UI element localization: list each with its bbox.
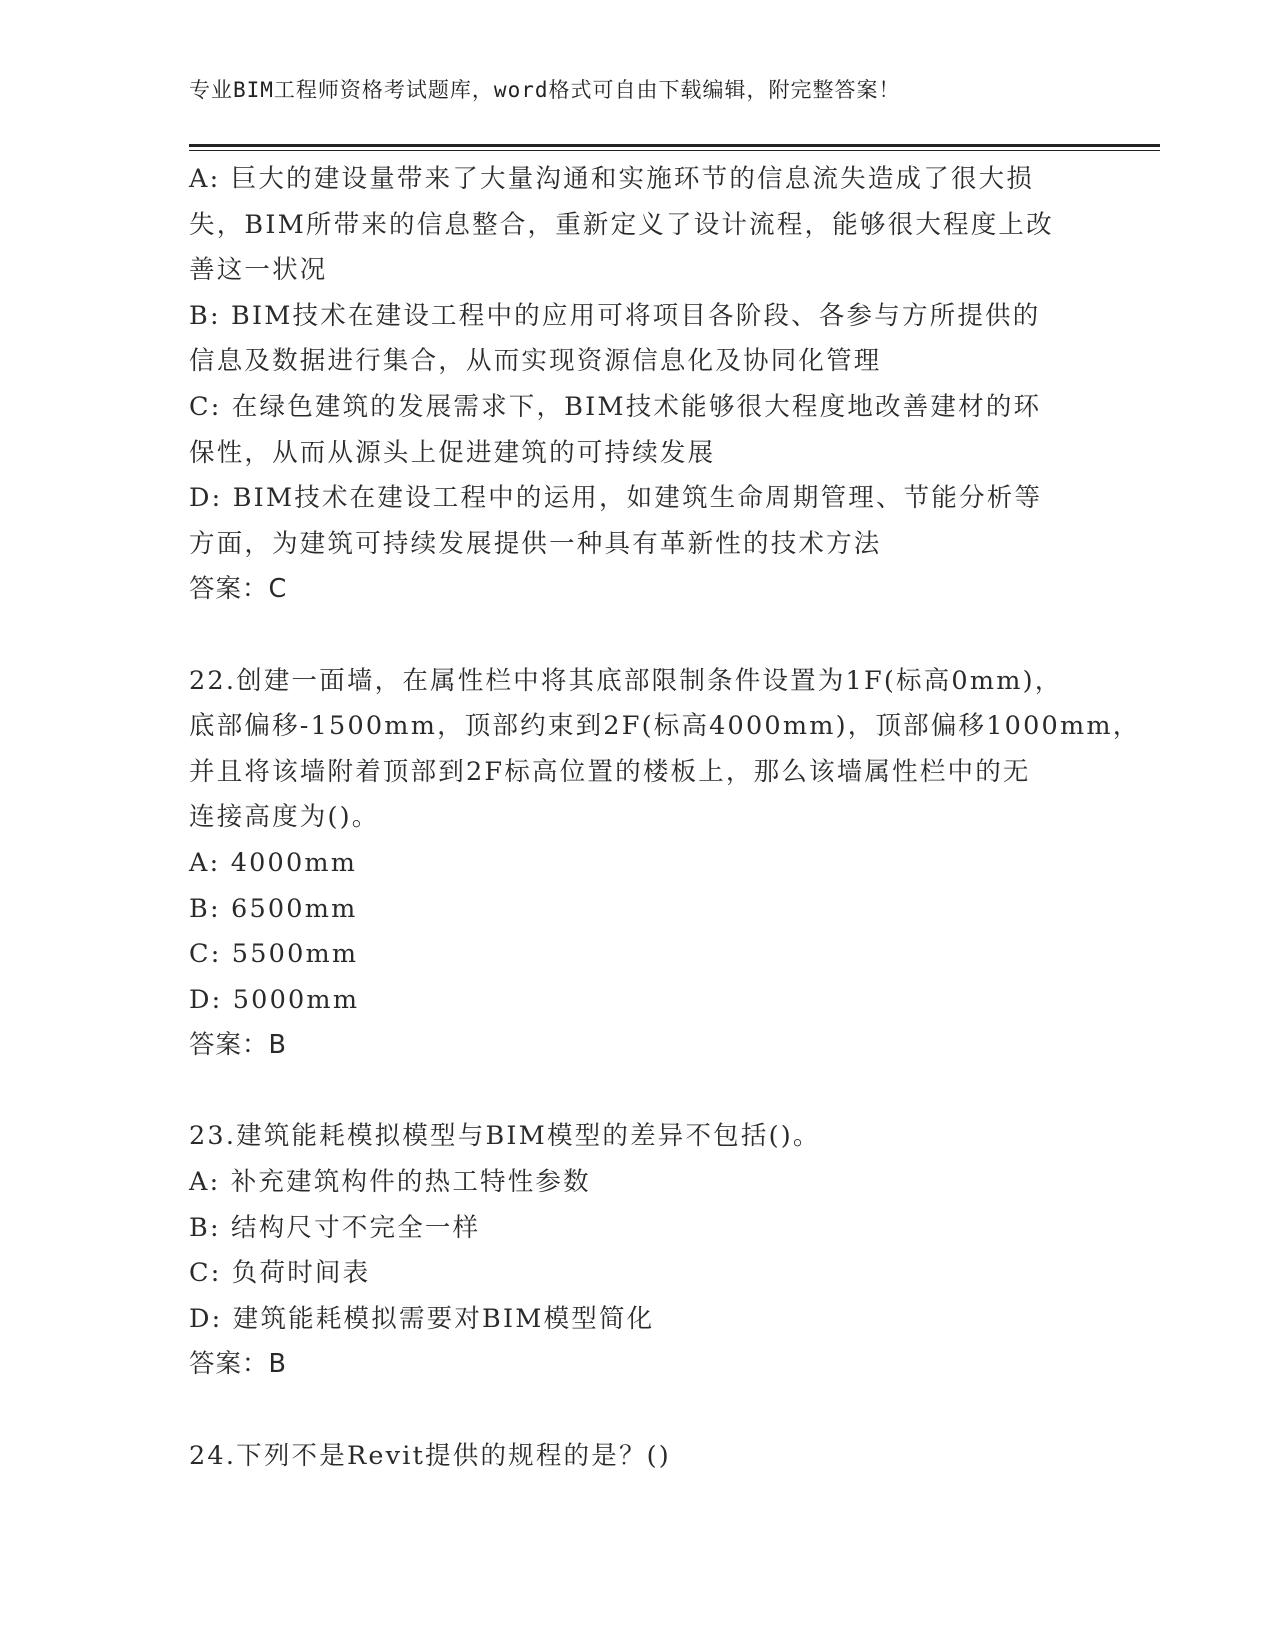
exam-content bbox=[189, 157, 1141, 1479]
q23-answer: 答案：B bbox=[189, 1349, 287, 1380]
spacer bbox=[189, 1388, 1089, 1434]
q22-question-line-4: 连接高度为()。 bbox=[189, 802, 380, 833]
q23-question: 23.建筑能耗模拟模型与BIM模型的差异不包括()。 bbox=[189, 1121, 821, 1152]
question-22 bbox=[189, 659, 1141, 1069]
spacer bbox=[189, 613, 1089, 659]
page-header: 专业BIM工程师资格考试题库，word格式可自由下载编辑，附完整答案！ bbox=[189, 78, 901, 102]
q21-option-d bbox=[189, 476, 1089, 567]
q21-option-d-line-1: D: BIM技术在建设工程中的运用，如建筑生命周期管理、节能分析等 bbox=[189, 483, 1043, 514]
q23-option-d: D: 建筑能耗模拟需要对BIM模型简化 bbox=[189, 1303, 655, 1334]
q21-option-c bbox=[189, 385, 1089, 476]
q24-question: 24.下列不是Revit提供的规程的是？() bbox=[189, 1440, 671, 1471]
q22-option-c: C: 5500mm bbox=[189, 939, 359, 970]
q21-option-a-line-2: 失，BIM所带来的信息整合，重新定义了设计流程，能够很大程度上改 bbox=[189, 209, 1054, 240]
q23-option-a: A: 补充建筑构件的热工特性参数 bbox=[189, 1167, 591, 1198]
q21-option-a-line-1: A: 巨大的建设量带来了大量沟通和实施环节的信息流失造成了很大损 bbox=[189, 164, 1035, 194]
q21-option-b-line-2: 信息及数据进行集合，从而实现资源信息化及协同化管理 bbox=[189, 346, 882, 377]
q22-option-b: B: 6500mm bbox=[189, 893, 358, 924]
q22-option-d: D: 5000mm bbox=[189, 984, 360, 1015]
question-21 bbox=[189, 157, 1089, 613]
q22-option-a: A: 4000mm bbox=[189, 847, 358, 878]
q21-option-a bbox=[189, 157, 1089, 294]
q21-option-c-line-1: C: 在绿色建筑的发展需求下，BIM技术能够很大程度地改善建材的环 bbox=[189, 391, 1042, 422]
q22-question-line-3: 并且将该墙附着顶部到2F标高位置的楼板上，那么该墙属性栏中的无 bbox=[189, 756, 1031, 787]
q22-answer: 答案：B bbox=[189, 1030, 287, 1061]
q21-answer: 答案：C bbox=[189, 574, 288, 605]
q21-option-a-line-3: 善这一状况 bbox=[189, 255, 328, 286]
spacer bbox=[189, 1069, 1089, 1115]
q21-option-d-line-2: 方面，为建筑可持续发展提供一种具有革新性的技术方法 bbox=[189, 528, 882, 559]
q21-option-b-line-1: B: BIM技术在建设工程中的应用可将项目各阶段、各参与方所提供的 bbox=[189, 300, 1041, 331]
q23-option-c: C: 负荷时间表 bbox=[189, 1258, 371, 1289]
q23-option-b: B: 结构尺寸不完全一样 bbox=[189, 1212, 481, 1243]
question-24 bbox=[189, 1434, 1089, 1480]
q21-option-c-line-2: 保性，从而从源头上促进建筑的可持续发展 bbox=[189, 437, 716, 468]
question-23 bbox=[189, 1114, 1089, 1388]
header-rule-thin bbox=[189, 150, 1160, 151]
q21-option-b bbox=[189, 294, 1089, 385]
header-rule-thick bbox=[189, 144, 1160, 147]
q22-question-line-2: 底部偏移-1500mm，顶部约束到2F(标高4000mm)，顶部偏移1000mm， bbox=[189, 711, 1141, 742]
q22-question-line-1: 22.创建一面墙，在属性栏中将其底部限制条件设置为1F(标高0mm)， bbox=[189, 665, 1063, 696]
